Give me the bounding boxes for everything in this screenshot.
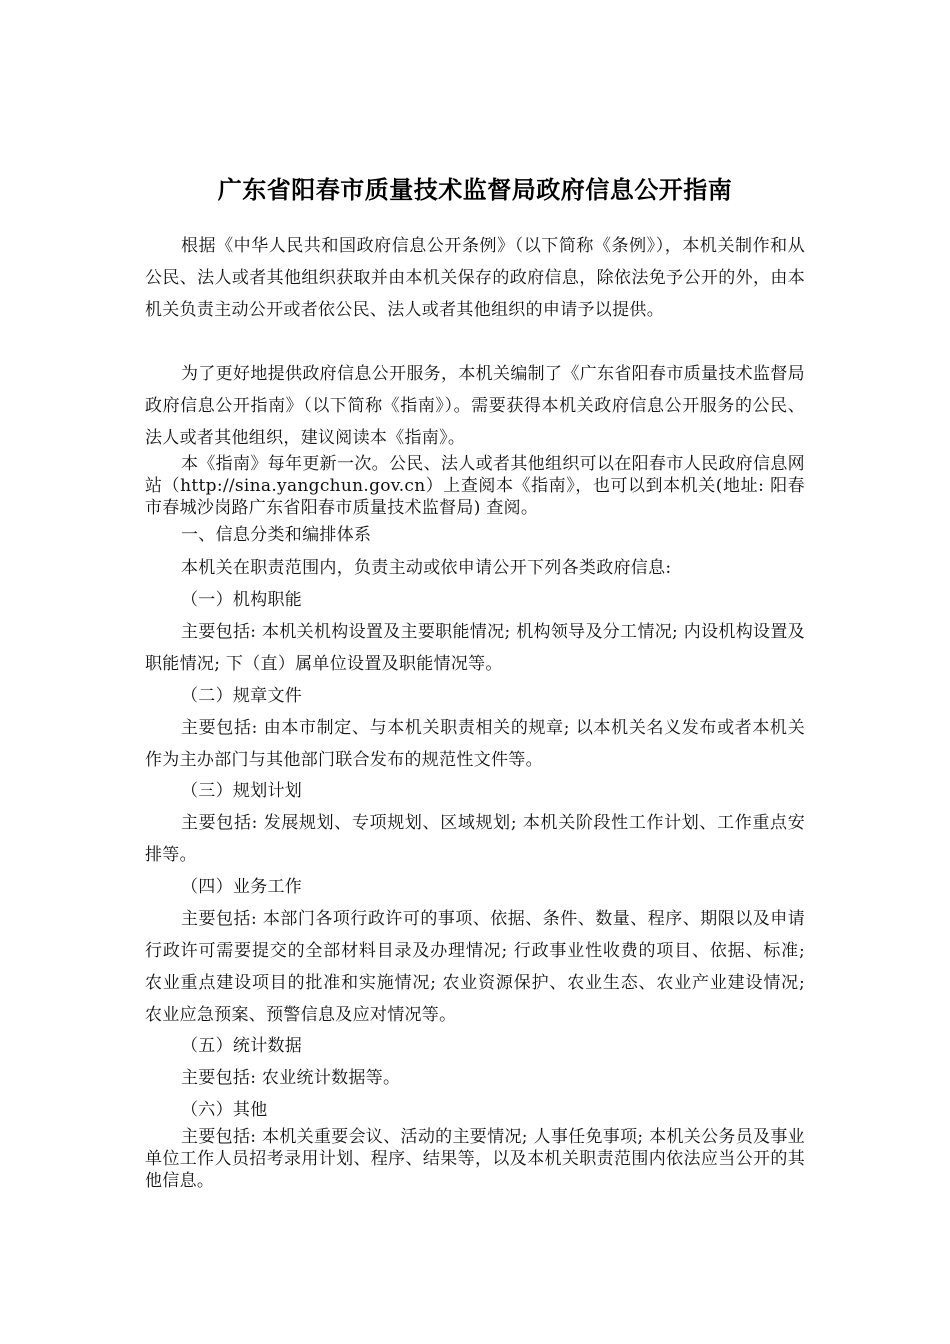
category-2-content: 主要包括: 由本市制定、与本机关职责相关的规章; 以本机关名义发布或者本机关作为主办部门与其他部门联合发布的规范性文件等。 bbox=[145, 718, 805, 770]
section-1-intro: 本机关在职责范围内，负责主动或依申请公开下列各类政府信息: bbox=[181, 558, 672, 578]
category-5-content: 主要包括: 农业统计数据等。 bbox=[181, 1068, 401, 1088]
category-2-heading: （二）规章文件 bbox=[181, 686, 303, 706]
category-6-content: 主要包括: 本机关重要会议、活动的主要情况; 人事任免事项; 本机关公务员及事业单位工作人员招考录用计划、程序、结果等，以及本机关职责范围内依法应当公开的其他信息。 bbox=[145, 1127, 805, 1191]
category-4-content: 主要包括: 本部门各项行政许可的事项、依据、条件、数量、程序、期限以及申请行政许可需要提交的全部材料目录及办理情况; 行政事业性收费的项目、依据、标准; 农业重点建设项目的批准和实施情况; 农业资源保护、农业生态、农业产业建设情况; 农业应急预案、预警信息及应对情况等。 bbox=[145, 909, 805, 1025]
intro-paragraph-3: 本《指南》每年更新一次。公民、法人或者其他组织可以在阳春市人民政府信息网站（http://sina.yangchun.gov.cn）上查阅本《指南》，也可以到本机关(地址: 阳春市春城沙岗路广东省阳春市质量技术监督局) 查阅。 bbox=[145, 454, 805, 518]
category-4-heading: （四）业务工作 bbox=[181, 877, 303, 897]
category-1-heading: （一）机构职能 bbox=[181, 590, 303, 610]
intro-paragraph-2: 为了更好地提供政府信息公开服务，本机关编制了《广东省阳春市质量技术监督局政府信息公开指南》（以下简称《指南》）。需要获得本机关政府信息公开服务的公民、法人或者其他组织，建议阅读本《指南》。 bbox=[145, 364, 805, 448]
intro-paragraph-1: 根据《中华人民共和国政府信息公开条例》（以下简称《条例》），本机关制作和从公民、法人或者其他组织获取并由本机关保存的政府信息，除依法免予公开的外，由本机关负责主动公开或者依公民、法人或者其他组织的申请予以提供。 bbox=[145, 236, 805, 320]
category-6-heading: （六）其他 bbox=[181, 1100, 268, 1120]
document-page bbox=[145, 0, 805, 1344]
category-3-heading: （三）规划计划 bbox=[181, 781, 303, 801]
document-title: 广东省阳春市质量技术监督局政府信息公开指南 bbox=[217, 176, 733, 204]
category-3-content: 主要包括: 发展规划、专项规划、区域规划; 本机关阶段性工作计划、工作重点安排等。 bbox=[145, 813, 805, 865]
category-1-content: 主要包括: 本机关机构设置及主要职能情况; 机构领导及分工情况; 内设机构设置及职能情况; 下（直）属单位设置及职能情况等。 bbox=[145, 622, 805, 674]
section-1-heading: 一、信息分类和编排体系 bbox=[181, 525, 372, 545]
category-5-heading: （五）统计数据 bbox=[181, 1036, 303, 1056]
